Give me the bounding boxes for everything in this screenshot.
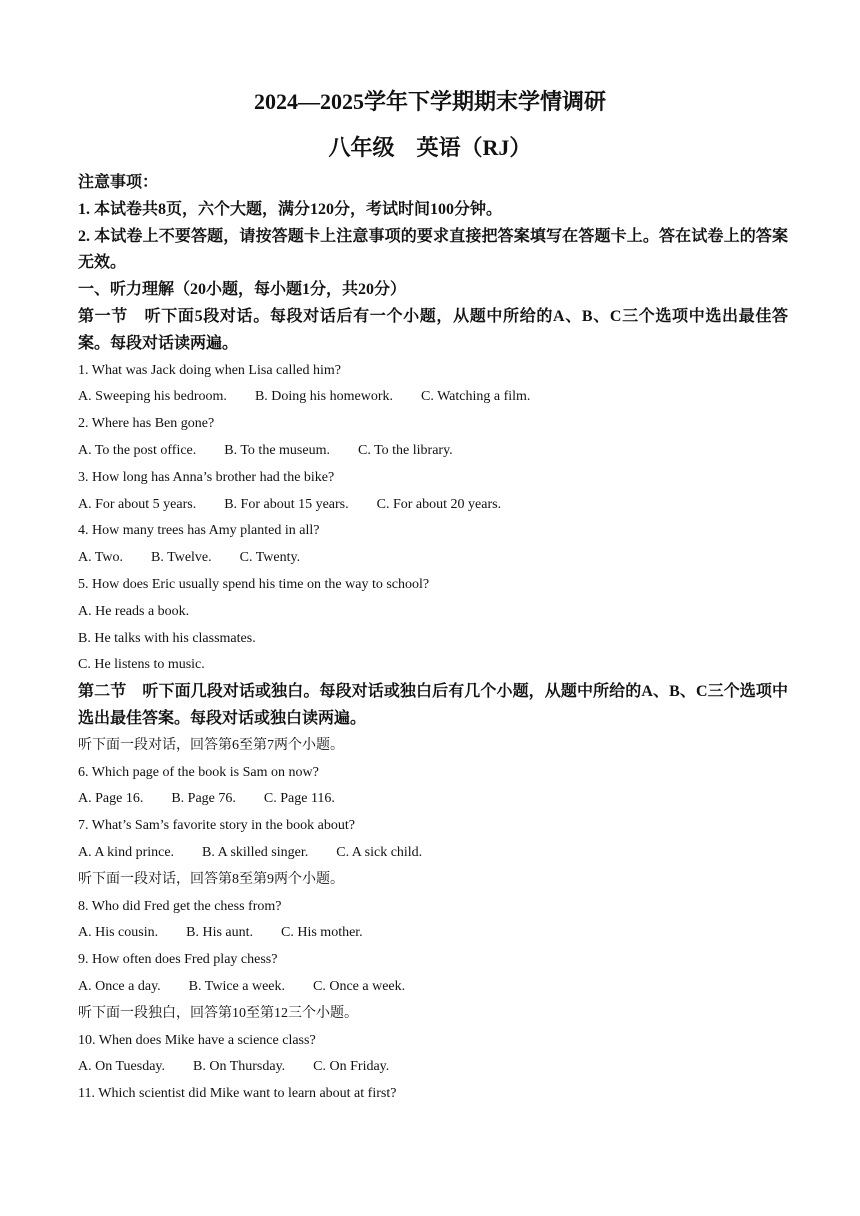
options-9 [78, 974, 788, 1001]
option-7b: B. A skilled singer. [202, 844, 309, 860]
option-3a: A. For about 5 years. [78, 496, 197, 512]
option-8b: B. His aunt. [186, 925, 254, 941]
option-2c: C. To the library. [357, 442, 453, 458]
option-6c: C. Page 116. [263, 791, 335, 807]
notice-heading: 注意事项： [78, 174, 159, 191]
option-10b: B. On Thursday. [193, 1059, 286, 1075]
option-9b: B. Twice a week. [188, 978, 286, 994]
options-6 [78, 786, 788, 813]
options-10 [78, 1054, 788, 1081]
question-9: 9. How often does Fred play chess? [78, 952, 278, 968]
notice-item-1: 1. 本试卷共8页，六个大题，满分120分，考试时间100分钟。 [78, 200, 503, 218]
option-10c: C. On Friday. [313, 1059, 390, 1075]
option-4b: B. Twelve. [151, 550, 212, 566]
question-8: 8. Who did Fred get the chess from? [78, 898, 282, 914]
part1-heading: 一、听力理解（20小题，每小题1分，共20分） [78, 281, 407, 299]
listening-note-2: 听下面一段对话，回答第8至第9两个小题。 [78, 871, 344, 887]
options-2 [78, 438, 788, 465]
option-7c: C. A sick child. [336, 844, 423, 860]
option-10a: A. On Tuesday. [78, 1059, 165, 1075]
question-5: 5. How does Eric usually spend his time on the way to school? [78, 576, 430, 592]
listening-note-3: 听下面一段独白，回答第10至第12三个小题。 [78, 1005, 358, 1021]
option-3c: C. For about 20 years. [376, 496, 502, 512]
option-8a: A. His cousin. [78, 925, 159, 941]
option-3b: B. For about 15 years. [224, 496, 349, 512]
exam-subtitle: 八年级 英语（RJ） [328, 135, 532, 160]
option-1b: B. Doing his homework. [254, 389, 393, 405]
question-3: 3. How long has Anna’s brother had the bike? [78, 469, 335, 485]
option-6a: A. Page 16. [78, 791, 144, 807]
option-6b: B. Page 76. [171, 791, 236, 807]
option-4a: A. Two. [78, 550, 124, 566]
option-4c: C. Twenty. [239, 550, 301, 566]
option-2b: B. To the museum. [224, 442, 330, 458]
section2-instruction: 第二节 听下面几段对话或独白。每段对话或独白后有几个小题，从题中所给的A、B、C三个选项中选出最佳答案。每段对话或独白读两遍。 [78, 683, 788, 727]
option-2a: A. To the post office. [78, 442, 197, 458]
option-9c: C. Once a week. [313, 978, 406, 994]
options-1 [78, 384, 788, 411]
exam-title: 2024—2025学年下学期期末学情调研 [253, 89, 606, 114]
option-9a: A. Once a day. [78, 978, 161, 994]
question-10: 10. When does Mike have a science class? [78, 1032, 316, 1048]
section1-instruction: 第一节 听下面5段对话。每段对话后有一个小题，从题中所给的A、B、C三个选项中选出最佳答案。每段对话读两遍。 [78, 307, 788, 352]
option-1a: A. Sweeping his bedroom. [78, 389, 227, 405]
question-4: 4. How many trees has Amy planted in all? [78, 523, 320, 539]
option-5b: B. He talks with his classmates. [78, 630, 256, 646]
option-7a: A. A kind prince. [78, 844, 175, 860]
question-2: 2. Where has Ben gone? [78, 416, 215, 432]
option-5a: A. He reads a book. [78, 603, 190, 619]
option-8c: C. His mother. [281, 925, 363, 941]
notice-item-2: 2. 本试卷上不要答题，请按答题卡上注意事项的要求直接把答案填写在答题卡上。答在试卷上的答案无效。 [78, 227, 788, 272]
question-7: 7. What’s Sam’s favorite story in the book about? [78, 818, 355, 834]
options-7 [78, 840, 788, 867]
question-1: 1. What was Jack doing when Lisa called him? [78, 362, 341, 378]
options-3 [78, 492, 788, 519]
option-5c: C. He listens to music. [78, 657, 205, 673]
exam-body [78, 170, 788, 1108]
options-4 [78, 545, 788, 572]
question-6: 6. Which page of the book is Sam on now? [78, 764, 319, 780]
option-1c: C. Watching a film. [421, 389, 531, 405]
listening-note-1: 听下面一段对话，回答第6至第7两个小题。 [78, 737, 344, 753]
question-11: 11. Which scientist did Mike want to learn about at first? [78, 1086, 397, 1102]
options-8 [78, 920, 788, 947]
